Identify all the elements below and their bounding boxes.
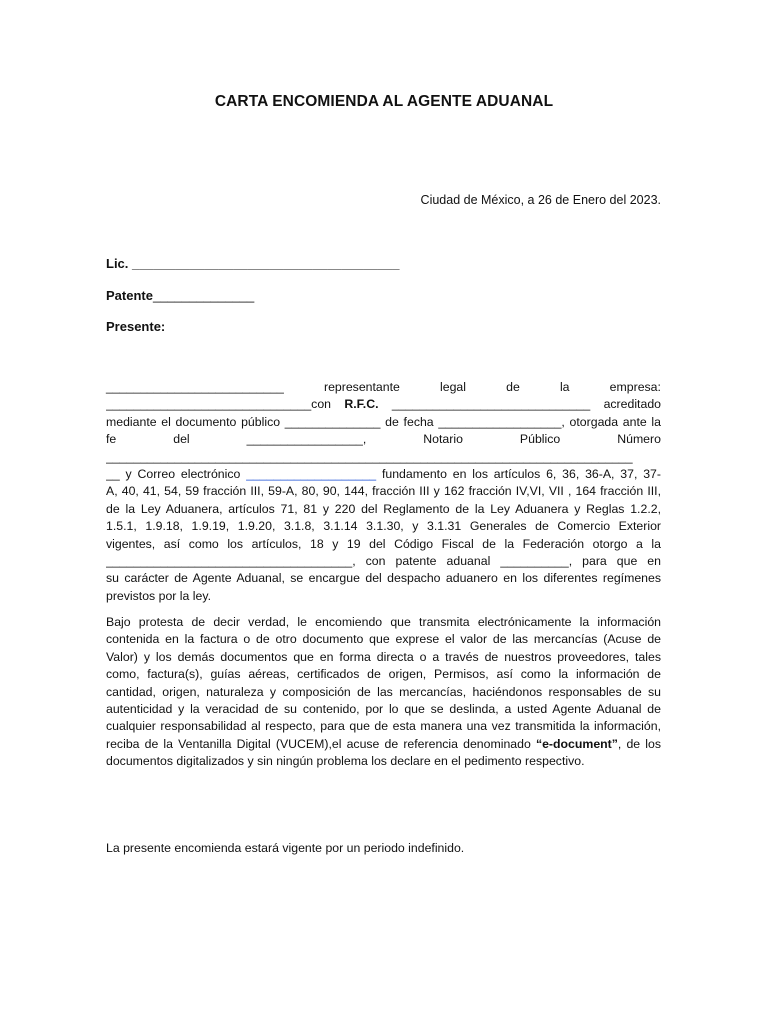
body1-line-8: de la Ley Aduanera, artículos 71, 81 y 220 del Reglamento de la Ley Aduanera y Reglas 1.2.2, <box>106 501 661 516</box>
body1-line-11: ____________________________________, con patente aduanal __________, para que en <box>106 554 661 569</box>
body2-line-6: autenticidad y la veracidad de su contenido, por lo que se deslinda, a usted Agente Aduanal de <box>106 702 661 717</box>
body1-l1-w0: __________________________ <box>106 380 284 394</box>
body1-line-6 <box>106 466 661 483</box>
presente-line <box>106 319 165 334</box>
body2-line-8 <box>106 736 661 753</box>
body1-line-4 <box>106 431 661 448</box>
body2-line-9: documentos digitalizados y sin ningún problema los declare en el pedimento respectivo. <box>106 754 585 769</box>
e-document-term: “e-document” <box>535 736 618 751</box>
presente-label: Presente: <box>106 319 166 334</box>
body2-line-5: cantidad, origen, naturaleza y composición de las mercancías, haciéndonos responsables de su <box>106 684 661 699</box>
body2-line-3: Valor) y los demás documentos que en forma directa o a través de nuestros proveedores, tales <box>106 649 661 664</box>
body2-line-4: como, factura(s), guías aéreas, certificados de origen, Permisos, así como la información de <box>106 667 661 682</box>
body1-l1-w3: de <box>506 380 520 394</box>
body1-l2-part-a: ______________________________con <box>106 397 345 412</box>
body2-line-2: contenida en la factura o de otro documento que exprese el valor de las mercancías (Acuse de <box>106 632 661 647</box>
body1-l1-w5: empresa: <box>609 380 661 394</box>
document-title: CARTA ENCOMIENDA AL AGENTE ADUANAL <box>214 93 554 110</box>
date-line: Ciudad de México, a 26 de Enero del 2023. <box>420 193 661 207</box>
body2-line-1: Bajo protesta de decir verdad, le encomiendo que transmita electrónicamente la información <box>106 615 661 629</box>
lic-blank: _____________________________________ <box>128 256 400 271</box>
patente-label: Patente <box>106 288 153 303</box>
body1-line-1 <box>106 379 661 396</box>
body1-line-13: previstos por la ley. <box>106 588 212 603</box>
body1-line-12: su carácter de Agente Aduanal, se encargue del despacho aduanero en los diferentes regímenes <box>106 571 661 586</box>
body1-l4-w1: del <box>173 432 190 447</box>
body1-line-3: mediante el documento público ______________ de fecha __________________, otorgada ante la <box>106 414 661 429</box>
body1-l4-w5: Número <box>617 432 661 447</box>
body1-l1-w4: la <box>559 380 570 394</box>
body1-line-7: A, 40, 41, 54, 59 fracción III, 59-A, 80, 90, 144, fracción III y 162 fracción IV,VI, VII , 164 fracción III, <box>106 484 661 499</box>
body2-line-7: cualquier responsabilidad al respecto, para que de esta manera una vez transmitida la información, <box>106 719 661 734</box>
body1-l6-part-c: fundamento en los artículos 6, 36, 36-A, 37, 37- <box>376 467 661 482</box>
body1-line-9: 1.5.1, 1.9.18, 1.9.19, 1.9.20, 3.1.8, 3.1.14 3.1.30, y 3.1.31 Generales de Comercio Exterior <box>106 519 661 534</box>
patente-blank: ______________ <box>152 288 255 303</box>
closing-statement: La presente encomienda estará vigente por un periodo indefinido. <box>106 841 465 855</box>
email-blank: ___________________ <box>246 467 377 482</box>
body1-line-2 <box>106 396 661 413</box>
body1-l2-part-c: _____________________________ acreditado <box>378 397 661 412</box>
body1-line-10: vigentes, así como los artículos, 18 y 19 del Código Fiscal de la Federación otorgo a la <box>106 536 661 551</box>
body1-line-5: _____________________________________________________________________________ <box>106 449 633 464</box>
body2-l8-part-a: reciba de la Ventanilla Digital (VUCEM),el acuse de referencia denominado <box>106 736 536 751</box>
patente-line <box>106 288 254 303</box>
rfc-label: R.F.C. <box>344 397 379 412</box>
lic-line <box>106 256 400 271</box>
body1-l1-w1: representante <box>323 380 400 394</box>
body1-l4-w0: fe <box>106 432 117 447</box>
body2-l8-part-c: , de los <box>617 736 661 751</box>
lic-label: Lic. <box>106 256 129 271</box>
body1-l4-w4: Público <box>519 432 561 447</box>
body1-l6-part-a: __ y Correo electrónico <box>106 467 247 482</box>
body1-l1-w2: legal <box>440 380 466 394</box>
body-paragraph-1 <box>106 379 661 605</box>
body1-l4-w3: Notario <box>423 432 463 447</box>
body1-l4-w2: _________________, <box>246 432 367 447</box>
body-paragraph-2 <box>106 614 661 771</box>
